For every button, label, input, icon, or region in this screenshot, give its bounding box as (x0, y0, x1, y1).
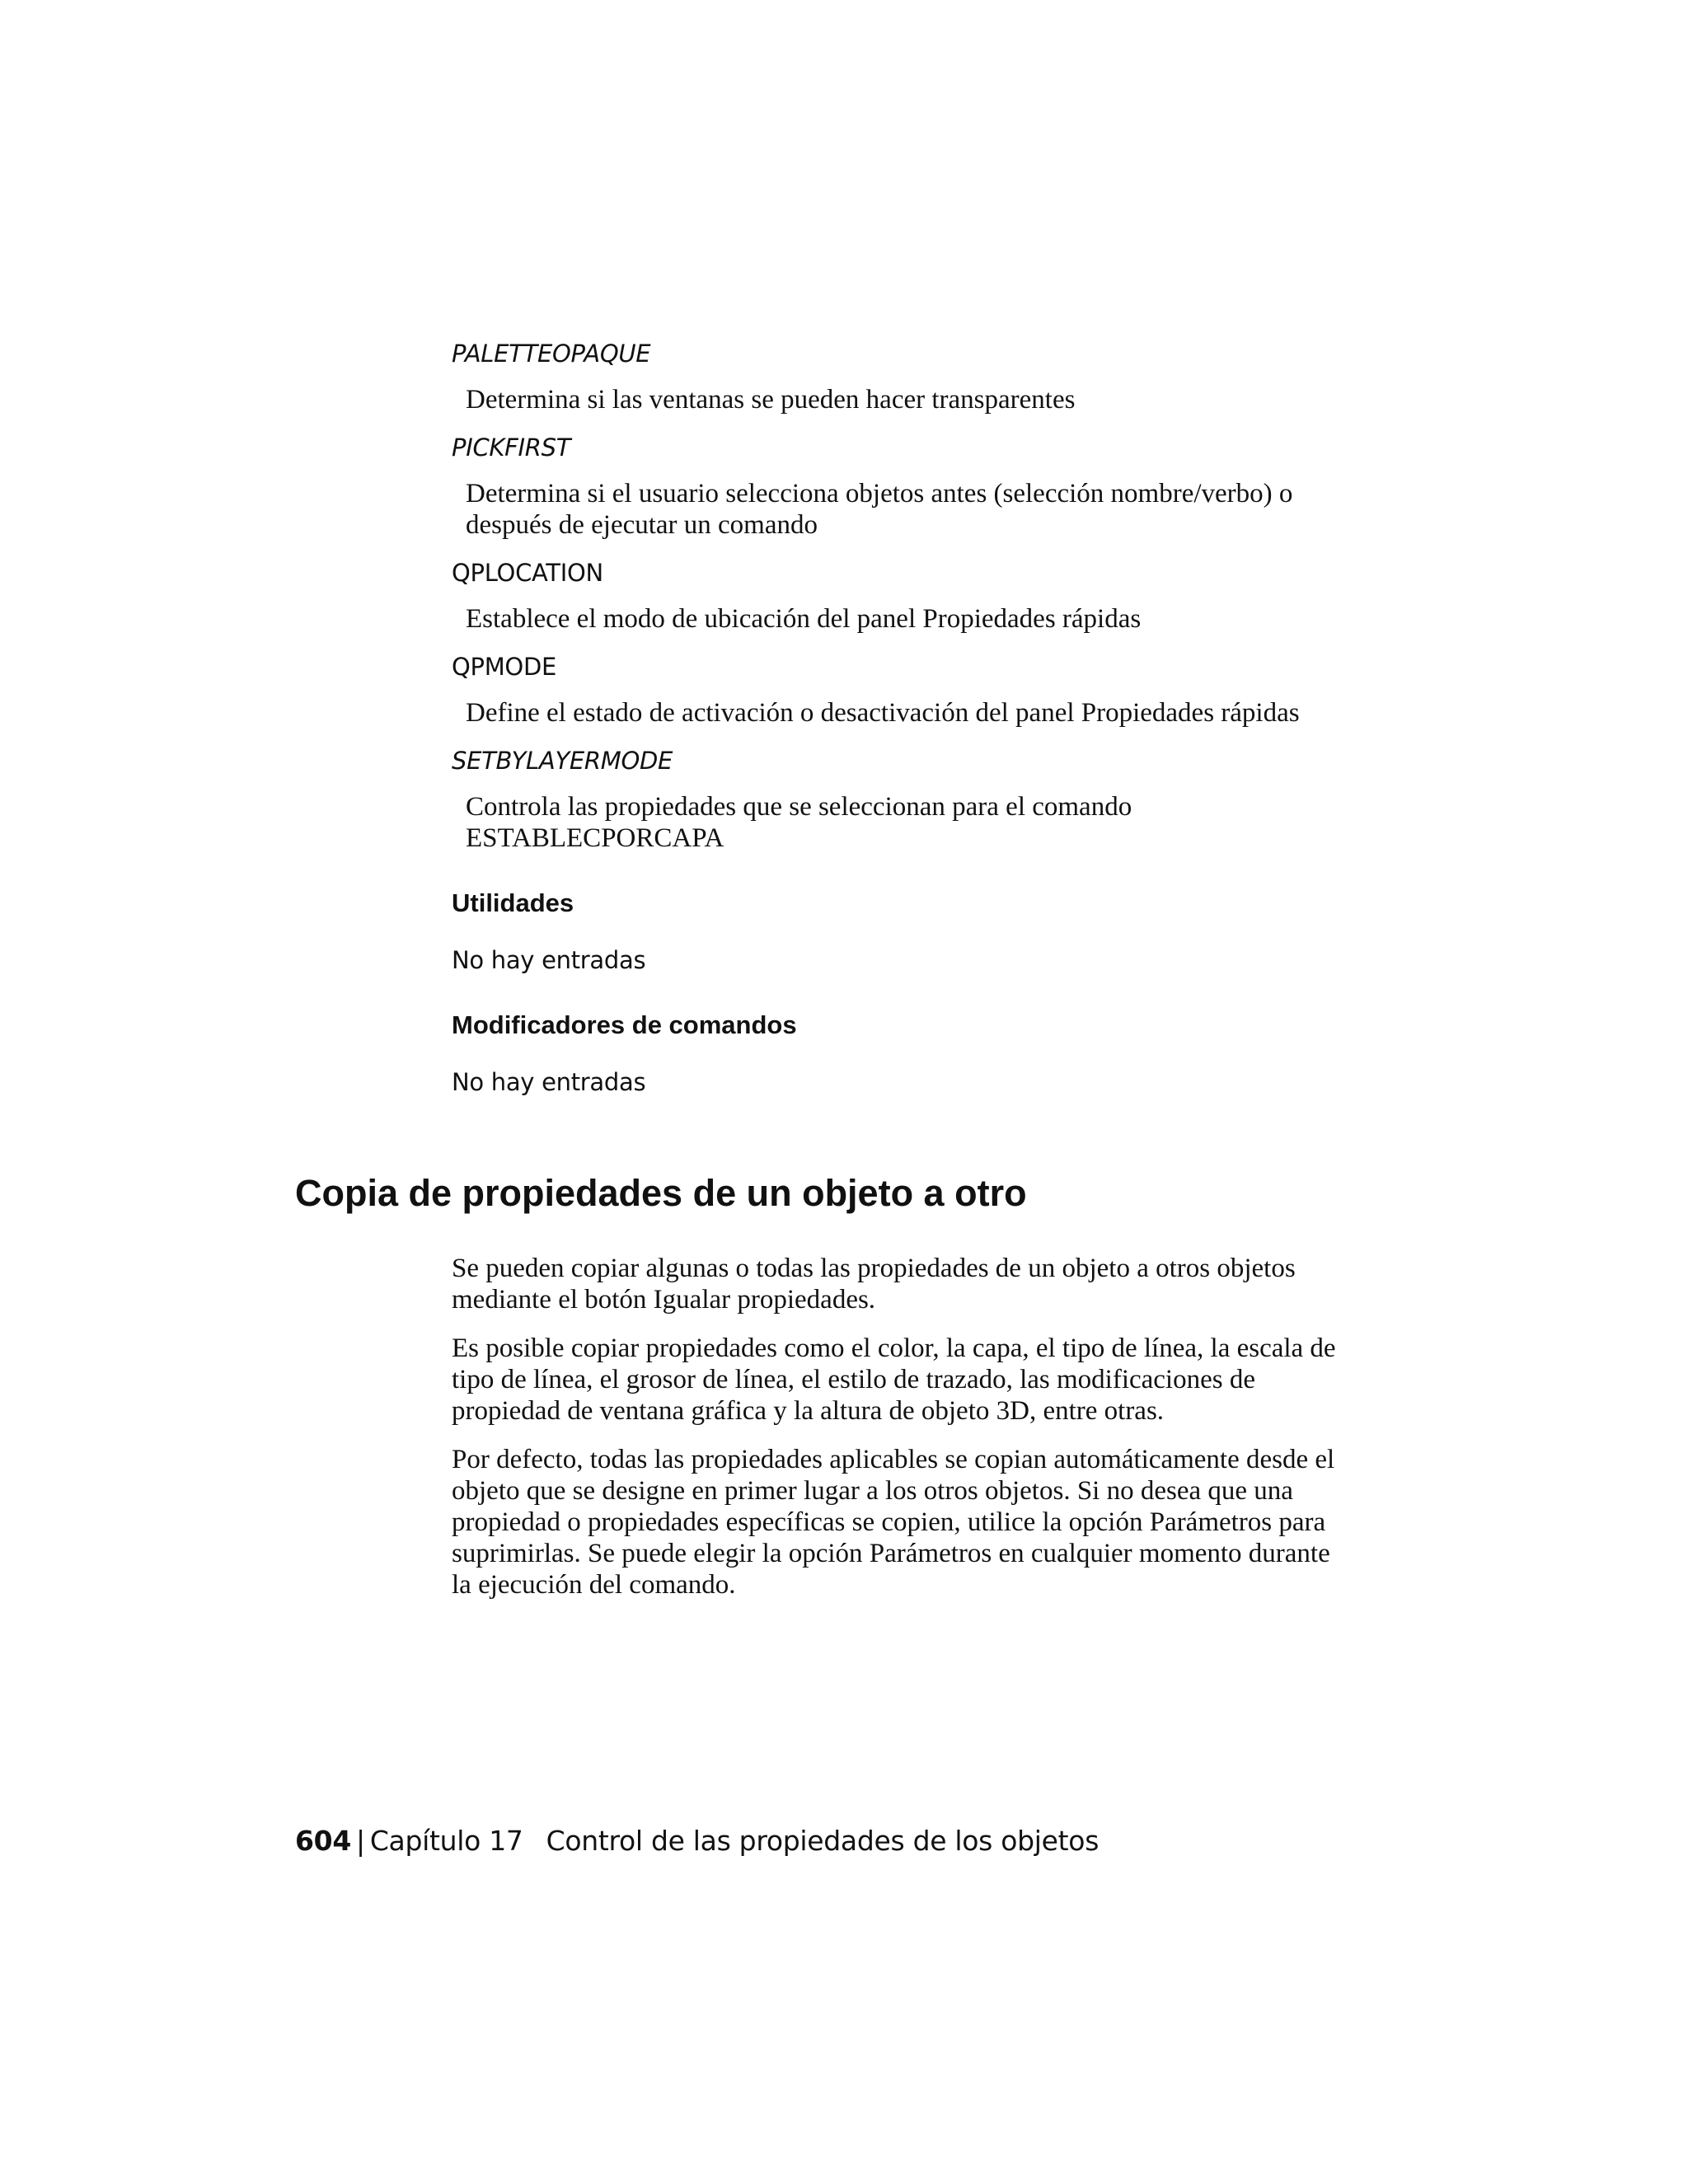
entry-description: Establece el modo de ubicación del panel Propiedades rápidas (466, 604, 1142, 634)
entry-description: Controla las propiedades que se seleccionan para el comando ESTABLECPORCAPA (466, 792, 1132, 853)
entry-term: QPLOCATION (452, 559, 603, 587)
footer-separator: | (355, 1825, 365, 1857)
entry-term: PALETTEOPAQUE (452, 340, 651, 368)
entry-description: Define el estado de activación o desactivación del panel Propiedades rápidas (466, 698, 1300, 728)
entry-term: SETBYLAYERMODE (452, 747, 673, 775)
utilidades-text: No hay entradas (452, 946, 646, 974)
modificadores-text: No hay entradas (452, 1068, 646, 1096)
section-title: Copia de propiedades de un objeto a otro (295, 1172, 1027, 1214)
modificadores-heading: Modificadores de comandos (452, 1010, 797, 1039)
utilidades-heading: Utilidades (452, 888, 574, 917)
footer-chapter: Capítulo 17 (369, 1825, 523, 1857)
page-number: 604 (295, 1825, 351, 1857)
section-body (452, 1253, 1342, 1618)
footer-chapter-title: Control de las propiedades de los objetos (546, 1825, 1100, 1857)
entry-term: PICKFIRST (452, 434, 571, 462)
entry-description: Determina si las ventanas se pueden hacer transparentes (466, 385, 1076, 415)
entry-description: Determina si el usuario selecciona objetos antes (selección nombre/verbo) o después de ejecutar un comando (466, 479, 1293, 540)
system-variable-list (452, 338, 1342, 1098)
body-paragraph: Es posible copiar propiedades como el color, la capa, el tipo de línea, la escala de tipo de línea, el grosor de línea, el estilo de trazado, las modificaciones de propiedad de ventana gráfica y la altura de objeto 3D, entre otras. (452, 1333, 1336, 1426)
page-footer (295, 1825, 1099, 1858)
body-paragraph: Por defecto, todas las propiedades aplicables se copian automáticamente desde el objeto que se designe en primer lugar a los otros objetos. Si no desea que una propiedad o propiedades específicas se copien, utilice la opción Parámetros para suprimirlas. Se puede elegir la opción Parámetros en cualquier momento durante la ejecución del comando. (452, 1445, 1335, 1600)
body-paragraph: Se pueden copiar algunas o todas las propiedades de un objeto a otros objetos mediante el botón Igualar propiedades. (452, 1254, 1296, 1315)
entry-term: QPMODE (452, 653, 557, 681)
